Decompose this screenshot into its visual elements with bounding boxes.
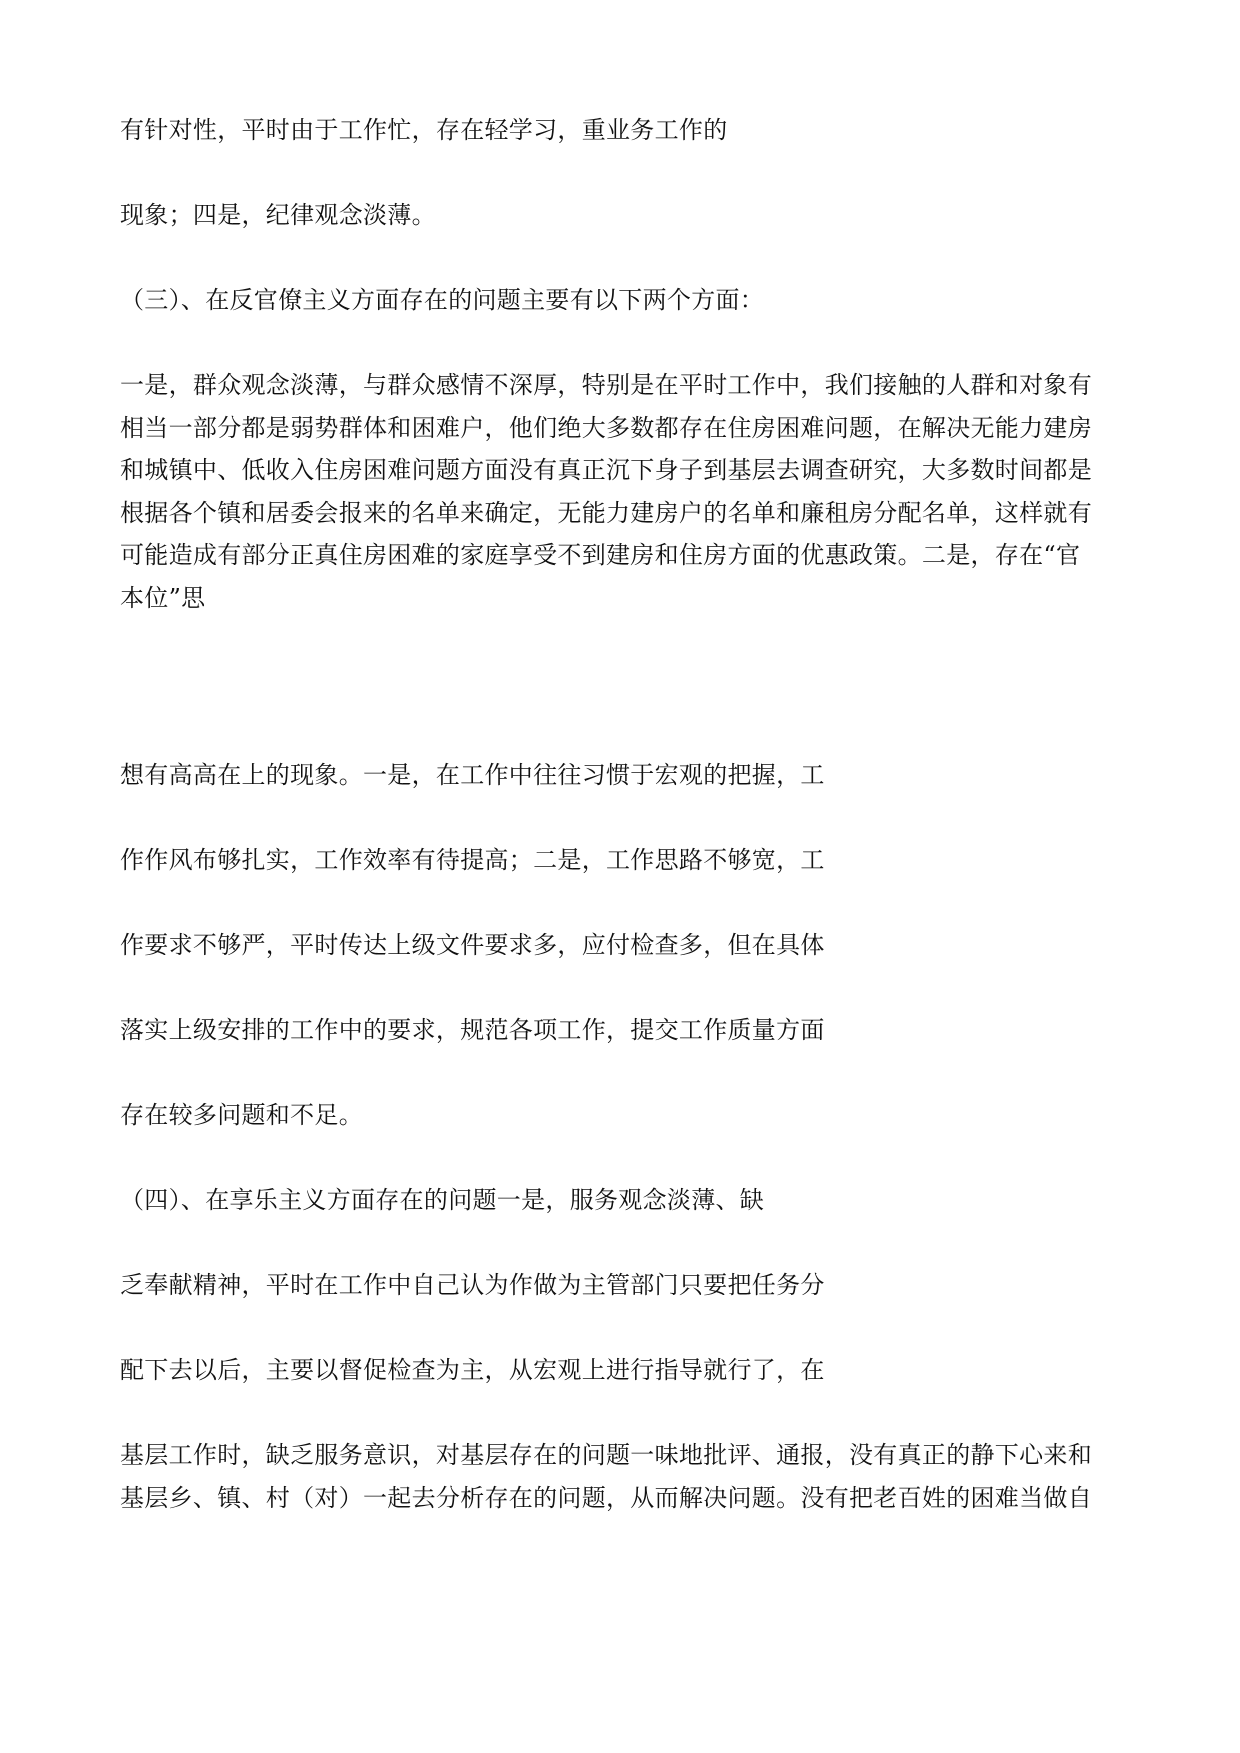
text-line: 存在较多问题和不足。: [120, 1101, 363, 1129]
text-line: 配下去以后，主要以督促检查为主，从宏观上进行指导就行了，在: [120, 1356, 825, 1384]
paragraph-line: 可能造成有部分正真住房困难的家庭享受不到建房和住房方面的优惠政策。二是，存在“官: [120, 541, 1081, 569]
text-line: 有针对性，平时由于工作忙，存在轻学习，重业务工作的: [120, 116, 728, 144]
section-heading-4: （四）、在享乐主义方面存在的问题一是，服务观念淡薄、缺: [120, 1186, 765, 1214]
paragraph-line: 本位”思: [120, 583, 206, 612]
text-line: 现象；四是，纪律观念淡薄。: [120, 201, 436, 229]
text-line: 落实上级安排的工作中的要求，规范各项工作，提交工作质量方面: [120, 1016, 825, 1044]
paragraph-block-1: [120, 370, 1130, 625]
text-line: 作作风布够扎实，工作效率有待提高；二是，工作思路不够宽，工: [120, 846, 825, 874]
text-line: 乏奉献精神，平时在工作中自己认为作做为主管部门只要把任务分: [120, 1271, 825, 1299]
paragraph-line: 和城镇中、低收入住房困难问题方面没有真正沉下身子到基层去调查研究，大多数时间都是: [120, 456, 1092, 484]
paragraph-line: 基层工作时，缺乏服务意识，对基层存在的问题一味地批评、通报，没有真正的静下心来和: [120, 1441, 1092, 1469]
text-line: 作要求不够严，平时传达上级文件要求多，应付检查多，但在具体: [120, 931, 825, 959]
paragraph-line: 相当一部分都是弱势群体和困难户，他们绝大多数都存在住房困难问题，在解决无能力建房: [120, 413, 1092, 442]
paragraph-line: 根据各个镇和居委会报来的名单来确定，无能力建房户的名单和廉租房分配名单，这样就有: [120, 498, 1092, 527]
paragraph-line: 一是，群众观念淡薄，与群众感情不深厚，特别是在平时工作中，我们接触的人群和对象有: [120, 371, 1092, 399]
paragraph-line: 基层乡、镇、村（对）一起去分析存在的问题，从而解决问题。没有把老百姓的困难当做自: [120, 1483, 1092, 1512]
section-heading-3: （三）、在反官僚主义方面存在的问题主要有以下两个方面：: [120, 286, 765, 314]
text-line: 想有高高在上的现象。一是，在工作中往往习惯于宏观的把握，工: [120, 761, 825, 789]
paragraph-block-2: [120, 1440, 1130, 1525]
